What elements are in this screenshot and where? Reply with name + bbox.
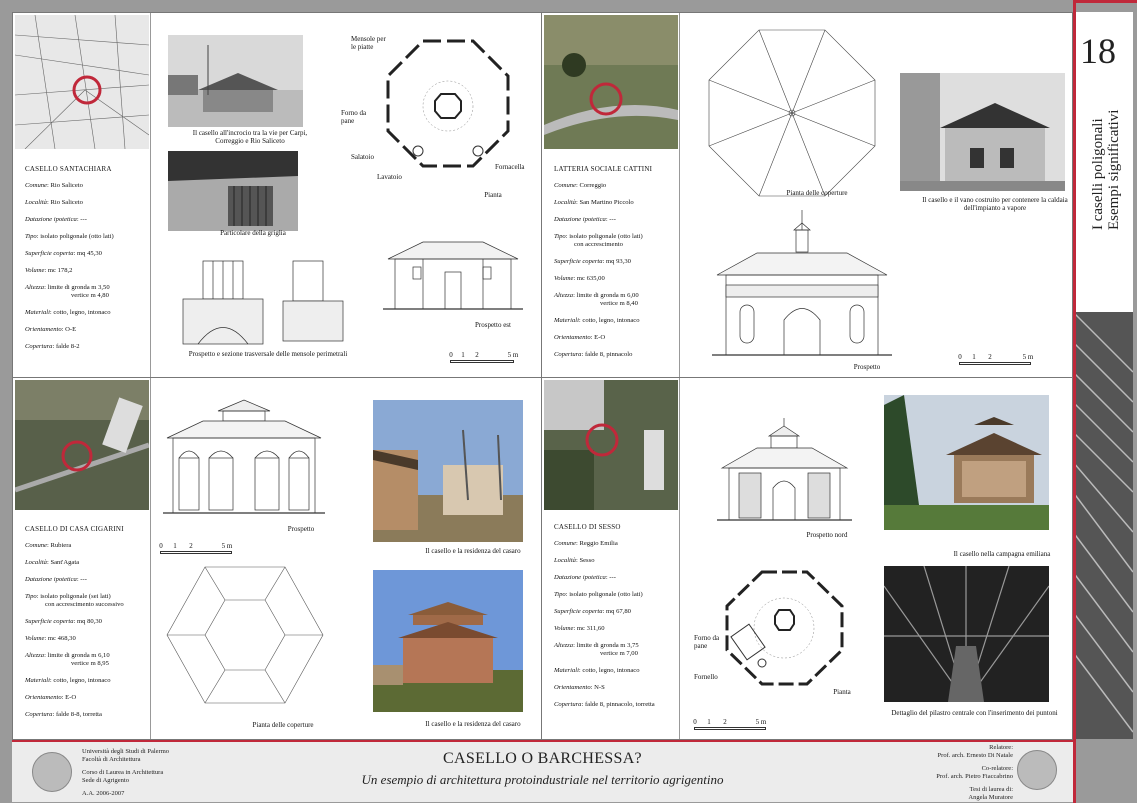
info-value: : mq 93,30 <box>602 258 631 265</box>
scale-tick: 1 <box>972 353 976 361</box>
info-label: Altezza <box>554 292 574 299</box>
info-label: Altezza <box>25 284 45 291</box>
info-value: : limite di gronda m 6,00 <box>573 292 639 299</box>
info-value: : N-S <box>590 684 605 691</box>
info-label: Datazione ipotetica <box>554 216 606 223</box>
scale-tick: 0 <box>693 718 697 726</box>
info-label: Datazione ipotetica <box>25 216 77 223</box>
panel-cattini <box>541 12 1073 378</box>
scale-tick: 1 <box>461 351 465 359</box>
info-value: : mq 45,30 <box>73 250 102 257</box>
university-line: Università degli Studi di Palermo <box>82 748 170 755</box>
info-value: : cotto, legno, intonaco <box>49 677 111 684</box>
caption-photo: Il casello e il vano costruito per contenere la caldaia dell'impianto a vapore <box>922 196 1068 212</box>
info-label: Materiali <box>554 317 579 324</box>
thesis-subtitle: Un esempio di architettura protoindustriale nel territorio agrigentino <box>361 772 724 787</box>
info-value: : --- <box>605 574 616 581</box>
scale-bar <box>448 351 518 365</box>
roof-plan-octagon <box>707 28 877 198</box>
info-value: : mq 67,80 <box>602 608 631 615</box>
photo-cigarini-1 <box>373 400 523 542</box>
info-value: : isolato poligonale (otto lati) <box>36 233 114 240</box>
caption-photo2: Dettaglio del pilastro centrale con l'inserimento dei puntoni <box>891 709 1058 717</box>
info-label: Comune <box>554 540 576 547</box>
info-value: : cotto, legno, intonaco <box>578 317 640 324</box>
info-label: Tipo <box>554 233 566 240</box>
info-value: : mc 178,2 <box>44 267 73 274</box>
footer <box>12 740 1073 802</box>
university-line: Corso di Laurea in Architettura <box>82 769 164 776</box>
scale-bar <box>957 353 1037 367</box>
info-value: : falde 8, pinnacolo, torretta <box>581 701 655 708</box>
info-value: : mc 311,60 <box>573 625 605 632</box>
caption-plan: Pianta <box>484 191 502 199</box>
info-label: Comune <box>25 182 47 189</box>
caption-roof: Pianta delle coperture <box>252 721 314 729</box>
info-value: : --- <box>76 216 87 223</box>
info-label: Superficie coperta <box>25 618 74 625</box>
info-extra: con accrescimento successivo <box>45 601 124 608</box>
info-value: : --- <box>605 216 616 223</box>
info-value: : San Martino Piccolo <box>575 199 634 206</box>
photo-cattini <box>900 73 1065 191</box>
plan-label-salatoio: Salatoio <box>351 153 374 161</box>
scale-tick: 5 m <box>1022 353 1034 361</box>
info-label: Tipo <box>554 591 566 598</box>
info-label: Copertura <box>25 711 53 718</box>
scale-tick: 5 m <box>221 542 233 550</box>
panel-sesso <box>541 377 1073 740</box>
info-label: Orientamento <box>554 684 591 691</box>
divider <box>150 378 151 740</box>
plan-label-fornello: Fornello <box>694 673 718 681</box>
info-label: Località <box>554 557 576 564</box>
info-label: Località <box>25 559 47 566</box>
caption-section: Prospetto e sezione trasversale delle mensole perimetrali <box>188 350 348 358</box>
info-value: : Rubiera <box>46 542 72 549</box>
info-value: : Sant'Agata <box>46 559 80 566</box>
info-label: Volume <box>25 635 45 642</box>
scale-tick: 5 m <box>507 351 519 359</box>
info-label: Volume <box>554 625 574 632</box>
sheet-number: 18 <box>1080 31 1116 71</box>
university-seal-icon <box>1017 750 1057 790</box>
photo-cigarini-2 <box>373 570 523 712</box>
info-label: Orientamento <box>554 334 591 341</box>
info-value: : Rio Saliceto <box>46 199 83 206</box>
info-label: Tipo <box>25 233 37 240</box>
info-value: : cotto, legno, intonaco <box>578 667 640 674</box>
info-value: : isolato poligonale (sei lati) <box>36 593 111 600</box>
info-title: CASELLO DI CASA CIGARINI <box>25 525 124 533</box>
info-santachiara <box>25 165 155 360</box>
caption-plan: Pianta <box>833 688 851 696</box>
scale-tick: 0 <box>958 353 962 361</box>
info-label: Altezza <box>25 652 45 659</box>
info-value: : --- <box>76 576 87 583</box>
panel-cigarini <box>12 377 542 740</box>
university-line: Facoltà di Architettura <box>82 755 141 763</box>
elevation-nord <box>717 418 852 523</box>
info-extra: vertice m 8,95 <box>71 660 109 667</box>
plan-label-forno: Forno da pane <box>694 634 720 650</box>
elevation-cattini <box>712 205 892 360</box>
side-title <box>1090 110 1122 230</box>
map-thumbnail <box>15 15 149 149</box>
info-label: Copertura <box>554 701 582 708</box>
thesis-title: CASELLO O BARCHESSA? <box>443 750 642 767</box>
info-value: : limite di gronda m 6,10 <box>44 652 110 659</box>
info-value: : E-O <box>61 694 77 701</box>
info-value: : Sesso <box>575 557 595 564</box>
caption-elev: Prospetto <box>853 363 881 371</box>
info-label: Orientamento <box>25 694 62 701</box>
side-title-line2: Esempi significativi <box>1106 109 1122 230</box>
scale-tick: 2 <box>723 718 727 726</box>
scale-tick: 0 <box>159 542 163 550</box>
info-title: LATTERIA SOCIALE CATTINI <box>554 165 653 173</box>
info-value: : cotto, legno, intonaco <box>49 309 111 316</box>
accent-line <box>1073 0 1137 3</box>
info-label: Copertura <box>25 343 53 350</box>
accent-line <box>1073 0 1076 803</box>
info-value: : Correggio <box>575 182 607 189</box>
info-value: : isolato poligonale (otto lati) <box>565 591 643 598</box>
info-label: Superficie coperta <box>554 608 603 615</box>
elevation-est <box>383 237 523 312</box>
info-title: CASELLO SANTACHIARA <box>25 165 112 173</box>
info-label: Orientamento <box>25 326 62 333</box>
info-label: Tipo <box>25 593 37 600</box>
scale-tick: 2 <box>475 351 479 359</box>
info-label: Datazione ipotetica <box>25 576 77 583</box>
corelatore-label: Co-relatore: <box>981 765 1013 772</box>
plan-label-lavatoio: Lavatoio <box>377 173 402 181</box>
info-label: Comune <box>554 182 576 189</box>
info-cattini <box>554 165 684 368</box>
caption-photo1: Il casello nella campagna emiliana <box>953 550 1051 558</box>
caption-elev: Prospetto est <box>475 321 511 329</box>
scale-tick: 0 <box>449 351 453 359</box>
caption-photo2: Il casello e la residenza del casaro <box>425 720 521 728</box>
info-label: Località <box>25 199 47 206</box>
info-value: : mc 635,00 <box>573 275 605 282</box>
info-value: : mq 80,30 <box>73 618 102 625</box>
info-value: : falde 8, pinnacolo <box>581 351 633 358</box>
tesi-name: Angela Muratore <box>968 793 1013 801</box>
photo-sesso-2 <box>884 566 1049 702</box>
info-label: Materiali <box>25 309 50 316</box>
info-value: : isolato poligonale (otto lati) <box>565 233 643 240</box>
scale-tick: 5 m <box>755 718 767 726</box>
photo-sesso-1 <box>884 395 1049 530</box>
panel-santachiara <box>12 12 542 378</box>
info-label: Superficie coperta <box>25 250 74 257</box>
elevation-cigarini <box>163 396 325 516</box>
credits <box>936 744 1013 801</box>
caption-photo1: Il casello all'incrocio tra la vie per Carpi, Correggio e Rio Saliceto <box>192 129 308 145</box>
info-value: : falde 8-8, torretta <box>52 711 102 718</box>
info-value: : falde 8-2 <box>52 343 80 350</box>
aerial-photo <box>544 15 678 149</box>
plan-label-mensole: Mensole per le piatte <box>351 35 386 51</box>
info-label: Materiali <box>554 667 579 674</box>
info-label: Datazione ipotetica <box>554 574 606 581</box>
divider <box>679 13 680 378</box>
caption-elev: Prospetto nord <box>806 531 848 539</box>
info-title: CASELLO DI SESSO <box>554 523 621 531</box>
info-extra: vertice m 8,40 <box>600 300 638 307</box>
aerial-photo <box>15 380 149 510</box>
info-cigarini <box>25 525 155 728</box>
info-label: Volume <box>554 275 574 282</box>
caption-photo1: Il casello e la residenza del casaro <box>425 547 521 555</box>
info-value: : Reggio Emilia <box>575 540 618 547</box>
plan-label-fornacella: Fornacella <box>495 163 525 171</box>
divider <box>679 378 680 740</box>
university-line: Sede di Agrigento <box>82 776 129 784</box>
info-label: Superficie coperta <box>554 258 603 265</box>
divider <box>150 13 151 378</box>
info-label: Materiali <box>25 677 50 684</box>
info-value: : O-E <box>61 326 77 333</box>
relatore-label: Relatore: <box>989 744 1013 751</box>
scale-bar <box>692 718 772 732</box>
photo-griglia <box>168 151 298 231</box>
caption-roof: Pianta delle coperture <box>786 189 848 197</box>
plan-sesso <box>722 568 847 688</box>
scale-tick: 1 <box>173 542 177 550</box>
info-value: : limite di gronda m 3,50 <box>44 284 110 291</box>
plan-santachiara <box>373 31 523 181</box>
info-label: Copertura <box>554 351 582 358</box>
scale-tick: 2 <box>189 542 193 550</box>
plan-label-forno: Forno da pane <box>341 109 367 125</box>
info-label: Località <box>554 199 576 206</box>
info-value: : limite di gronda m 3,75 <box>573 642 639 649</box>
university-line: A.A. 2006-2007 <box>82 790 125 797</box>
info-value: : mc 468,30 <box>44 635 76 642</box>
info-label: Altezza <box>554 642 574 649</box>
info-extra: vertice m 4,80 <box>71 292 109 299</box>
relatore-name: Prof. arch. Ernesto Di Natale <box>937 751 1013 759</box>
info-sesso <box>554 523 684 718</box>
info-label: Volume <box>25 267 45 274</box>
caption-elev: Prospetto <box>287 525 315 533</box>
corelatore-name: Prof. arch. Pietro Fiaccabrino <box>936 772 1013 780</box>
side-title-line1: I caselli poligonali <box>1090 118 1106 230</box>
info-extra: con accrescimento <box>574 241 623 248</box>
scale-tick: 2 <box>988 353 992 361</box>
aerial-photo <box>544 380 678 510</box>
section-drawing <box>173 256 353 348</box>
caption-photo2: Particolare della griglia <box>220 229 286 237</box>
info-value: : Rio Saliceto <box>46 182 83 189</box>
scale-bar <box>158 542 238 556</box>
roof-plan-hexagon <box>165 565 325 705</box>
info-extra: vertice m 7,00 <box>600 650 638 657</box>
info-value: : E-O <box>590 334 606 341</box>
photo-casello-crossroad <box>168 35 303 127</box>
scale-tick: 1 <box>707 718 711 726</box>
tesi-label: Tesi di laurea di: <box>969 786 1013 793</box>
info-label: Comune <box>25 542 47 549</box>
